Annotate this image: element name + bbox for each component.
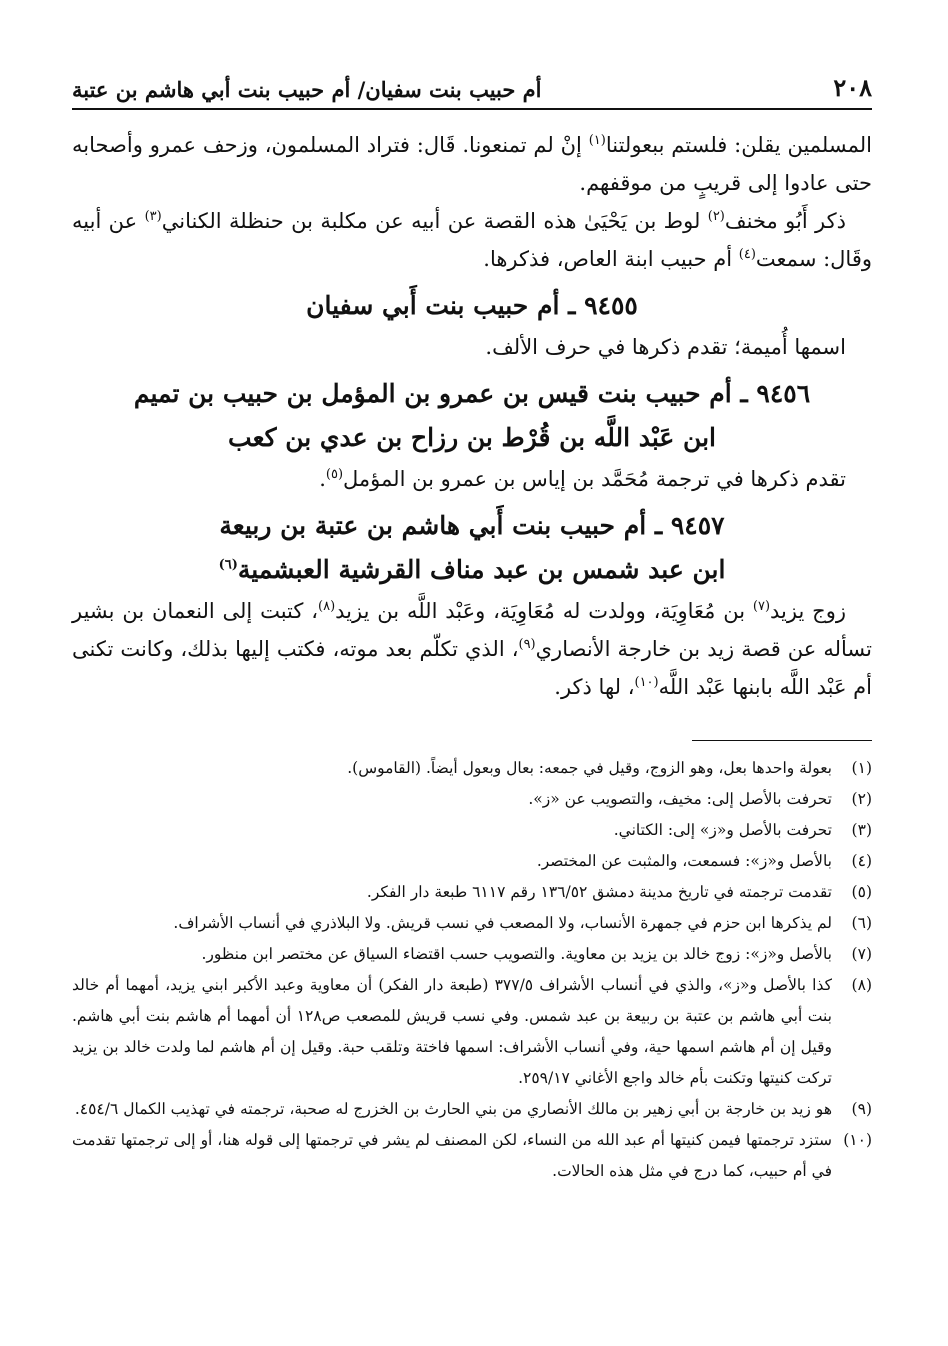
footnote-number: (١٠) — [843, 1131, 872, 1149]
footnote-number: (٨) — [851, 976, 872, 994]
footnote-ref[interactable]: (٥) — [325, 467, 344, 482]
footnote-item — [72, 970, 872, 1094]
footnote-text: بعولة واحدها بعل، وهو الزوج، وقيل في جمعه: بعال وبعول أيضاً. (القاموس). — [347, 759, 832, 777]
footnote-ref[interactable]: (٨) — [318, 599, 336, 614]
footnote-text: هو زيد بن خارجة بن أبي زهير بن مالك الأنصاري من بني الحارث بن الخزرج له صحبة، ترجمته في تهذيب الكمال ٤٥٤/٦. — [74, 1100, 832, 1118]
footnote-item — [72, 846, 872, 877]
entry-title-9456: ٩٤٥٦ ـ أم حبيب بنت قيس بن عمرو بن المؤمل بن حبيب بن تميم ابن عَبْد اللَّه بن قُرْط بن رزاح بن عدي بن كعب — [133, 379, 811, 452]
footnote-ref[interactable]: (٤) — [738, 247, 756, 262]
paragraph-narration: ذكر أَبُو مخنف$^{(٢)}$ لوط بن يَحْيَىٰ هذه القصة عن أبيه عن مكلبة بن حنظلة الكناني$^{(٣)}$ عن أبيه وقَال: سمعت$^{(٤)}$ أم حبيب ابنة العاص، فذكرها. — [72, 209, 872, 271]
footnote-text: تحرفت بالأصل و«ز» إلى: الكتاني. — [613, 821, 832, 839]
footnote-ref[interactable]: (٧) — [752, 599, 771, 614]
footnote-item — [72, 1125, 872, 1187]
footnote-ref[interactable]: (٩) — [518, 637, 536, 652]
footnote-text: كذا بالأصل و«ز»، والذي في أنساب الأشراف ٣٧٧/٥ (طبعة دار الفكر) أن معاوية وعبد الأكبر ابني يزيد، أمهما أم خالد بنت أبي هاشم بن عتبة بن ربيعة بن عبد شمس. وفي نسب قريش للمصعب ص١٢٨ أن أمهما أم هاشم بنت أبي هاشم. وقيل إن أم هاشم اسمها حية، وفي أنساب الأشراف: اسمها فاختة وتلقب حبة. وقيل إن أم هاشم لما ولدت خالد بن يزيد تركت كنيتها وتكنت بأم خالد واجع الأغاني ٢٥٩/١٧. — [72, 976, 832, 1087]
footnote-number: (١) — [851, 759, 872, 777]
entry-text-9455: اسمها أُميمة؛ تقدم ذكرها في حرف الألف. — [485, 335, 846, 359]
entry-title-9455: ٩٤٥٥ ـ أم حبيب بنت أَبي سفيان — [306, 291, 638, 320]
footnote-number: (٣) — [851, 821, 872, 839]
footnote-text: تقدمت ترجمته في تاريخ مدينة دمشق ١٣٦/٥٢ رقم ٦١١٧ طبعة دار الفكر. — [366, 883, 832, 901]
footnote-number: (٩) — [851, 1100, 872, 1118]
footnote-number: (٧) — [851, 945, 872, 963]
footnote-ref[interactable]: (١٠) — [634, 675, 659, 690]
paragraph-continuation: المسلمين يقلن: فلستم ببعولتنا$^{(١)}$ إنْ لم تمنعونا. قَال: فتراد المسلمون، وزحف عمرو وأصحابه حتى عادوا إلى قريبٍ من موقفهم. — [72, 133, 872, 195]
footnotes — [72, 753, 872, 1187]
running-title: أم حبيب بنت سفيان/ أم حبيب بنت أبي هاشم بن عتبة — [72, 77, 542, 102]
footnote-text: لم يذكرها ابن حزم في جمهرة الأنساب، ولا المصعب في نسب قريش. ولا البلاذري في أنساب الأشراف. — [173, 914, 832, 932]
footnote-number: (٦) — [851, 914, 872, 932]
footnote-text: بالأصل و«ز»: زوج خالد بن يزيد بن معاوية. والتصويب حسب اقتضاء السياق عن مختصر ابن منظور. — [201, 945, 832, 963]
footnote-item — [72, 939, 872, 970]
footnote-ref[interactable]: (٦) — [218, 557, 238, 573]
page-number: ٢٠٨ — [833, 73, 872, 102]
footnote-text: تحرفت بالأصل إلى: مخيف، والتصويب عن «ز». — [528, 790, 832, 808]
footnote-item — [72, 784, 872, 815]
footnote-ref[interactable]: (٣) — [144, 209, 162, 224]
entry-title-9457: ٩٤٥٧ ـ أم حبيب بنت أَبي هاشم بن عتبة بن ربيعة ابن عبد شمس بن عبد مناف القرشية العبشمية$^{(٦)}$ — [218, 511, 726, 584]
footnote-number: (٢) — [851, 790, 872, 808]
footnote-item — [72, 908, 872, 939]
entry-text-9457: زوج يزيد$^{(٧)}$ بن مُعَاوِيَة، وولدت له مُعَاوِيَة، وعَبْد اللَّه بن يزيد$^{(٨)}$، كتبت إلى النعمان بن بشير تسأله عن قصة زيد بن خارجة الأنصاري$^{(٩)}$، الذي تكلّم بعد موته، فكتب إليها بذلك، وكانت تكنى أم عَبْد اللَّه بابنها عَبْد اللَّه$^{(١٠)}$، لها ذكر. — [72, 599, 872, 699]
footnote-item — [72, 877, 872, 908]
page-header — [72, 58, 872, 110]
footnote-number: (٥) — [851, 883, 872, 901]
main-text — [72, 126, 872, 706]
footnote-ref[interactable]: (٢) — [707, 209, 725, 224]
footnote-ref[interactable]: (١) — [588, 133, 606, 148]
footnote-item — [72, 753, 872, 784]
footnote-item — [72, 815, 872, 846]
entry-text-9456: تقدم ذكرها في ترجمة مُحَمَّد بن إياس بن عمرو بن المؤمل$^{(٥)}$. — [319, 467, 846, 491]
footnote-number: (٤) — [851, 852, 872, 870]
book-page — [72, 58, 872, 1187]
footnote-text: ستزد ترجمتها فيمن كنيتها أم عبد الله من النساء، لكن المصنف لم يشر في ترجمتها إلى قوله هنا، أو إلى ترجمتها تقدمت في أم حبيب، كما درج في مثل هذه الحالات. — [72, 1131, 832, 1180]
footnote-text: بالأصل و«ز»: فسمعت، والمثبت عن المختصر. — [536, 852, 832, 870]
footnote-item — [72, 1094, 872, 1125]
footnote-divider — [692, 740, 872, 741]
